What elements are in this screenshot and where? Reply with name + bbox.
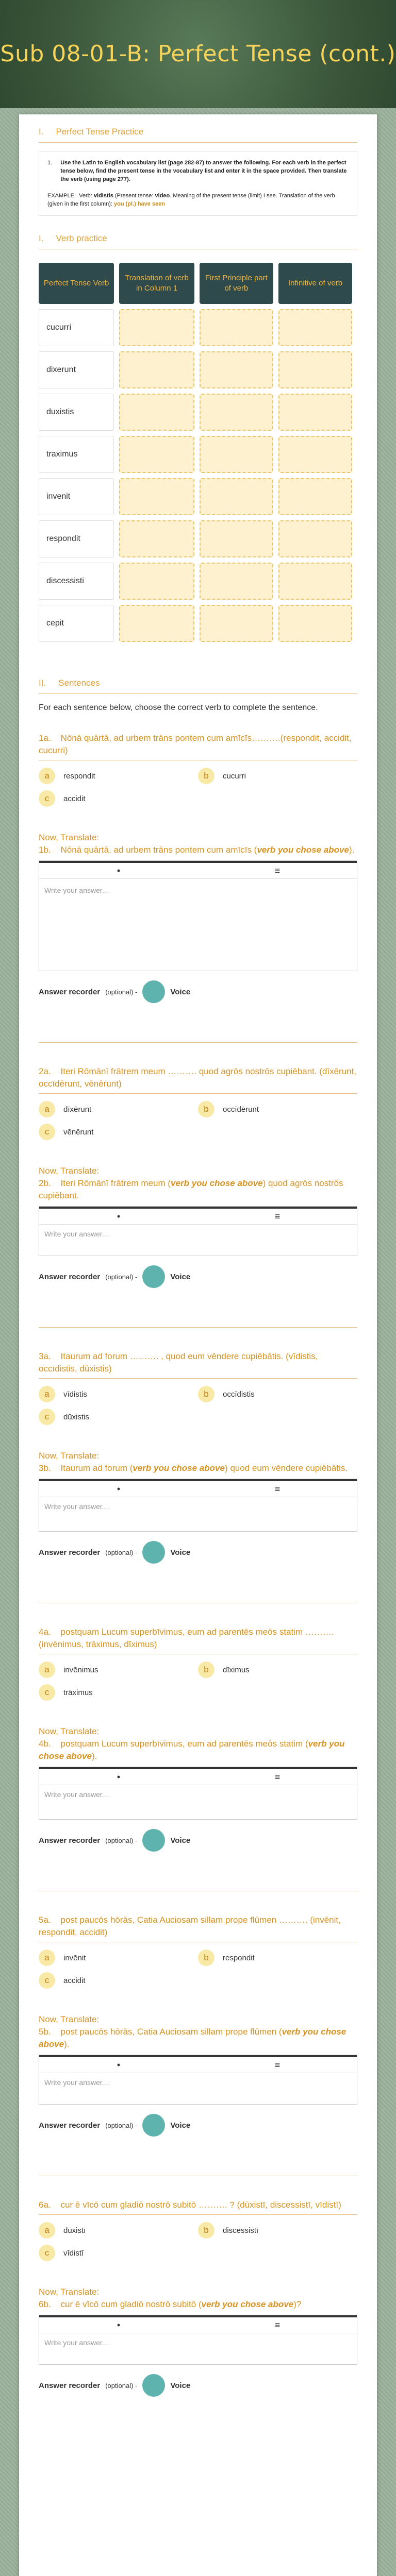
answer-drop-zone[interactable] [119, 309, 194, 346]
recorder-optional: (optional) - [105, 1836, 138, 1844]
section-divider [39, 693, 357, 694]
translate-text: ). [92, 1751, 97, 1761]
option-label: dūxistī [63, 2226, 86, 2235]
section-number: I. [39, 233, 44, 243]
translate-label: Now, Translate: [39, 833, 100, 842]
option-letter-badge: c [39, 1684, 55, 1701]
question-text: Nōnā quārtā, ad urbem trāns pontem cum amīcīs……….(respondit, accidit, cucurri) [39, 733, 352, 755]
numbered-list-button[interactable]: ≡ [274, 2060, 280, 2070]
option-letter-badge: a [39, 1386, 55, 1402]
option-label: discessistī [223, 2226, 259, 2235]
table-row [39, 436, 352, 473]
microphone-icon[interactable] [142, 1265, 165, 1288]
question-divider [39, 1327, 357, 1328]
answer-option[interactable] [39, 1950, 198, 1966]
translate-hint: verb you chose above [171, 1178, 263, 1188]
table-header: Perfect Tense Verb [39, 263, 114, 304]
option-label: invēnit [63, 1953, 86, 1962]
answer-drop-zone[interactable] [278, 394, 352, 431]
option-label: invēnimus [63, 1665, 98, 1674]
translate-prompt [39, 1725, 357, 1762]
answer-drop-zone[interactable] [200, 351, 273, 388]
section-heading: Sentences [58, 678, 100, 688]
answer-option[interactable] [39, 790, 198, 807]
option-letter-badge: c [39, 1972, 55, 1989]
verb-cell: discessisti [39, 563, 114, 600]
instructions-box [39, 151, 357, 216]
section-heading: Verb practice [56, 233, 107, 243]
option-letter-badge: b [198, 1101, 214, 1117]
question-number: 4a. [39, 1627, 51, 1637]
option-label: trāximus [63, 1688, 93, 1697]
verb-cell: dixerunt [39, 351, 114, 388]
answer-textarea[interactable]: Write your answer.... [39, 878, 357, 971]
option-label: respondit [63, 771, 95, 781]
example-part: . Meaning of the present tense (limit) I see. Translation of the verb (given in the first column): [47, 193, 335, 207]
option-letter-badge: c [39, 790, 55, 807]
question-stem [39, 1065, 357, 1090]
option-letter-badge: a [39, 1101, 55, 1117]
option-label: respondit [223, 1953, 255, 1962]
sentence-instructions: For each sentence below, choose the correct verb to complete the sentence. [39, 703, 318, 712]
question-block [39, 2176, 357, 2421]
answer-options [39, 1950, 357, 1989]
question-stem [39, 1626, 357, 1651]
question-number: 1b. [39, 845, 51, 855]
table-row [39, 605, 352, 642]
example-part: Verb: [79, 193, 92, 199]
question-text: Iteri Rōmānī frātrem meum ………. quod agrōs nostrōs cupiēbant. (dīxērunt, occīdērunt, vēnērunt) [39, 1066, 357, 1089]
answer-textarea[interactable]: Write your answer.... [39, 1497, 357, 1531]
voice-button[interactable]: Voice [170, 1272, 191, 1281]
numbered-list-button[interactable]: ≡ [274, 2320, 280, 2330]
answer-textarea[interactable]: Write your answer.... [39, 2073, 357, 2104]
section-number: I. [39, 127, 44, 137]
answer-option[interactable] [39, 768, 198, 784]
translate-label: Now, Translate: [39, 1451, 100, 1461]
section-title [39, 233, 357, 244]
option-label: cucurri [223, 771, 246, 781]
question-number: 6b. [39, 2299, 51, 2309]
translate-prompt [39, 1450, 357, 1475]
question-block [39, 1042, 357, 1313]
answer-drop-zone[interactable] [200, 605, 273, 642]
editor-toolbar [39, 1479, 357, 1497]
table-header: Translation of verb in Column 1 [119, 263, 194, 304]
microphone-icon[interactable] [142, 2114, 165, 2137]
question-number: 1a. [39, 733, 51, 743]
question-number: 5a. [39, 1915, 51, 1925]
answer-textarea[interactable]: Write your answer.... [39, 2333, 357, 2364]
answer-editor [39, 2315, 357, 2365]
answer-option[interactable] [198, 1101, 357, 1117]
translate-text: ) quod eum vēndere cupiēbātis. [224, 1463, 348, 1473]
answer-option[interactable] [198, 1950, 357, 1966]
question-number: 5b. [39, 2027, 51, 2037]
translate-label: Now, Translate: [39, 2287, 100, 2297]
verb-table [34, 258, 357, 647]
question-block [39, 732, 357, 1028]
option-label: accidit [63, 1976, 86, 1985]
question-divider [39, 1093, 357, 1094]
question-stem [39, 1350, 357, 1375]
translate-text: Nōnā quārtā, ad urbem trāns pontem cum amīcīs ( [60, 845, 257, 855]
recorder-label: Answer recorder [39, 2121, 101, 2130]
option-label: occīdērunt [223, 1105, 259, 1114]
answer-option[interactable] [39, 1124, 198, 1140]
editor-toolbar [39, 2055, 357, 2073]
instruction-number: 1. [47, 160, 53, 166]
numbered-list-button[interactable]: ≡ [274, 1772, 280, 1782]
translate-label: Now, Translate: [39, 1166, 100, 1176]
numbered-list-button[interactable]: ≡ [274, 1211, 280, 1222]
translate-text: ) quod agrōs nostrōs cupiēbant. [39, 1178, 343, 1200]
answer-drop-zone[interactable] [119, 436, 194, 473]
translate-text: postquam Lucum superbīvimus, eum ad parentēs meōs statim ( [60, 1739, 308, 1749]
translate-text: cur ē vīcō cum gladiō nostrō subitō ( [60, 2299, 202, 2309]
recorder-label: Answer recorder [39, 987, 101, 996]
translate-prompt [39, 1165, 357, 1202]
answer-editor [39, 1479, 357, 1532]
answer-recorder [39, 2374, 357, 2397]
numbered-list-button[interactable]: ≡ [274, 866, 280, 876]
verb-cell: cucurri [39, 309, 114, 346]
option-label: vīdistis [63, 1389, 87, 1399]
question-stem [39, 1914, 357, 1939]
answer-recorder [39, 1541, 357, 1564]
answer-option[interactable] [198, 768, 357, 784]
option-letter-badge: c [39, 1409, 55, 1425]
answer-drop-zone[interactable] [200, 478, 273, 515]
question-stem [39, 2199, 357, 2211]
option-letter-badge: b [198, 1386, 214, 1402]
verb-cell: duxistis [39, 394, 114, 431]
bullet-list-button[interactable]: • [117, 2320, 121, 2330]
microphone-icon[interactable] [142, 1541, 165, 1564]
option-letter-badge: b [198, 768, 214, 784]
answer-options [39, 1101, 357, 1140]
answer-drop-zone[interactable] [278, 351, 352, 388]
table-row [39, 520, 352, 557]
question-divider [39, 1378, 357, 1379]
question-number: 2b. [39, 1178, 51, 1188]
option-letter-badge: a [39, 2222, 55, 2239]
answer-recorder [39, 2114, 357, 2137]
answer-drop-zone[interactable] [200, 394, 273, 431]
verb-cell: invenit [39, 478, 114, 515]
option-letter-badge: b [198, 1662, 214, 1678]
table-header: Infinitive of verb [278, 263, 352, 304]
option-label: vīdistī [63, 2248, 84, 2258]
voice-button[interactable]: Voice [170, 1836, 191, 1845]
recorder-label: Answer recorder [39, 1548, 101, 1557]
question-stem [39, 732, 357, 757]
answer-option[interactable] [39, 1972, 198, 1989]
example-verb: vidistis [93, 193, 113, 199]
question-text: post paucōs hōrās, Catia Auciosam sillam prope flūmen ………. (invēnit, respondit, accidit) [39, 1915, 341, 1937]
option-label: accidit [63, 794, 86, 803]
recorder-optional: (optional) - [105, 988, 138, 996]
translate-label: Now, Translate: [39, 2014, 100, 2024]
recorder-optional: (optional) - [105, 1273, 138, 1281]
verb-cell: cepit [39, 605, 114, 642]
answer-editor [39, 860, 357, 971]
bullet-list-button[interactable]: • [117, 866, 121, 876]
worksheet-paper [19, 114, 377, 2576]
section-number: II. [39, 678, 46, 688]
answer-recorder [39, 980, 357, 1003]
answer-drop-zone[interactable] [278, 563, 352, 600]
answer-drop-zone[interactable] [119, 351, 194, 388]
bullet-list-button[interactable]: • [117, 2060, 121, 2070]
question-number: 2a. [39, 1066, 51, 1076]
answer-drop-zone[interactable] [278, 605, 352, 642]
verb-cell: traximus [39, 436, 114, 473]
answer-drop-zone[interactable] [200, 309, 273, 346]
answer-drop-zone[interactable] [278, 520, 352, 557]
answer-drop-zone[interactable] [119, 563, 194, 600]
answer-recorder [39, 1829, 357, 1852]
voice-button[interactable]: Voice [170, 2381, 191, 2390]
answer-option[interactable] [39, 1662, 198, 1678]
question-number: 4b. [39, 1739, 51, 1749]
answer-drop-zone[interactable] [200, 520, 273, 557]
instruction-text: Use the Latin to English vocabulary list (page 282-87) to answer the following. For each verb in the perfect tense below, find the present tense in the vocabulary list and enter it in the space provided. Then translate the verb (using page 277). [60, 160, 347, 182]
question-block [39, 1891, 357, 2161]
question-number: 3b. [39, 1463, 51, 1473]
editor-toolbar [39, 861, 357, 878]
verb-cell: respondit [39, 520, 114, 557]
answer-options [39, 1386, 357, 1425]
question-number: 3a. [39, 1351, 51, 1361]
table-row [39, 394, 352, 431]
answer-drop-zone[interactable] [119, 520, 194, 557]
microphone-icon[interactable] [142, 980, 165, 1003]
option-letter-badge: a [39, 1662, 55, 1678]
option-letter-badge: b [198, 2222, 214, 2239]
translate-text: post paucōs hōrās, Catia Auciosam sillam prope flūmen ( [60, 2027, 282, 2037]
answer-editor [39, 2055, 357, 2105]
example-translation: you (pl.) have seen [114, 201, 166, 207]
microphone-icon[interactable] [142, 1829, 165, 1852]
option-label: occīdistis [223, 1389, 255, 1399]
question-text: cur ē vīcō cum gladiō nostrō subitō ………. ? (dūxistī, discessistī, vīdistī) [60, 2200, 341, 2210]
table-row [39, 478, 352, 515]
translate-text: ). [349, 845, 355, 855]
example-text [47, 192, 349, 208]
editor-toolbar [39, 1767, 357, 1785]
section-title [39, 678, 357, 688]
translate-prompt [39, 832, 357, 856]
translate-text: Iteri Rōmānī frātrem meum ( [60, 1178, 171, 1188]
translate-label: Now, Translate: [39, 1726, 100, 1736]
voice-button[interactable]: Voice [170, 1548, 191, 1557]
question-divider [39, 2214, 357, 2215]
answer-option[interactable] [198, 2222, 357, 2239]
answer-drop-zone[interactable] [278, 309, 352, 346]
answer-textarea[interactable]: Write your answer.... [39, 1785, 357, 1819]
answer-drop-zone[interactable] [200, 563, 273, 600]
answer-option[interactable] [39, 2245, 198, 2261]
option-letter-badge: b [198, 1950, 214, 1966]
voice-button[interactable]: Voice [170, 2121, 191, 2130]
option-letter-badge: a [39, 768, 55, 784]
translate-hint: verb you chose above [201, 2299, 294, 2309]
answer-editor [39, 1767, 357, 1820]
answer-option[interactable] [39, 1684, 198, 1701]
answer-drop-zone[interactable] [119, 605, 194, 642]
translate-prompt [39, 2013, 357, 2050]
answer-drop-zone[interactable] [278, 436, 352, 473]
question-divider [39, 1042, 357, 1043]
numbered-list-button[interactable]: ≡ [274, 1484, 280, 1494]
option-label: dīxērunt [63, 1105, 92, 1114]
section-title [39, 127, 357, 137]
answer-drop-zone[interactable] [119, 478, 194, 515]
answer-drop-zone[interactable] [200, 436, 273, 473]
answer-option[interactable] [39, 2222, 198, 2239]
page-title: Sub 08-01-B: Perfect Tense (cont.) [0, 41, 396, 67]
table-row [39, 351, 352, 388]
question-number: 6a. [39, 2200, 51, 2210]
answer-option[interactable] [39, 1409, 198, 1425]
question-list [39, 732, 357, 2421]
microphone-icon[interactable] [142, 2374, 165, 2397]
section-heading: Perfect Tense Practice [56, 127, 144, 137]
table-row [39, 309, 352, 346]
translate-text: )? [293, 2299, 302, 2309]
recorder-label: Answer recorder [39, 1836, 101, 1845]
translate-hint: verb you chose above [133, 1463, 225, 1473]
example-part: (Present tense: [114, 193, 154, 199]
answer-editor [39, 1206, 357, 1256]
recorder-optional: (optional) - [105, 2381, 138, 2389]
editor-toolbar [39, 1207, 357, 1224]
question-block [39, 1603, 357, 1876]
option-letter-badge: c [39, 1124, 55, 1140]
recorder-optional: (optional) - [105, 2121, 138, 2129]
translate-prompt [39, 2286, 357, 2311]
answer-options [39, 768, 357, 807]
option-letter-badge: c [39, 2245, 55, 2261]
question-text: Itaurum ad forum ………. , quod eum vēndere cupiēbātis. (vīdistis, occīdistis, dūxistis) [39, 1351, 318, 1374]
question-block [39, 1327, 357, 1588]
translate-text: ). [64, 2039, 70, 2049]
option-label: vēnērunt [63, 1127, 94, 1137]
recorder-optional: (optional) - [105, 1548, 138, 1556]
answer-recorder [39, 1265, 357, 1288]
question-text: postquam Lucum superbīvimus, eum ad parentēs meōs statim ………. (invēnimus, trāximus, dīximus) [39, 1627, 334, 1649]
translate-hint: verb you chose above [39, 1739, 345, 1761]
translate-hint: verb you chose above [39, 2027, 346, 2049]
translate-hint: verb you chose above [257, 845, 349, 855]
answer-drop-zone[interactable] [278, 478, 352, 515]
translate-text: Itaurum ad forum ( [60, 1463, 133, 1473]
worksheet-header [0, 0, 396, 108]
example-label: EXAMPLE: [47, 193, 76, 199]
bullet-list-button[interactable]: • [117, 1211, 121, 1222]
bullet-list-button[interactable]: • [117, 1772, 121, 1782]
answer-option[interactable] [198, 1662, 357, 1678]
recorder-label: Answer recorder [39, 1272, 101, 1281]
answer-options [39, 1662, 357, 1701]
answer-drop-zone[interactable] [119, 394, 194, 431]
option-label: dūxistis [63, 1412, 90, 1421]
editor-toolbar [39, 2315, 357, 2333]
table-header: First Principle part of verb [200, 263, 273, 304]
answer-option[interactable] [39, 1101, 198, 1117]
answer-textarea[interactable]: Write your answer.... [39, 1224, 357, 1256]
answer-option[interactable] [198, 1386, 357, 1402]
option-letter-badge: a [39, 1950, 55, 1966]
answer-option[interactable] [39, 1386, 198, 1402]
option-label: dīximus [223, 1665, 250, 1674]
recorder-label: Answer recorder [39, 2381, 101, 2390]
table-row [39, 563, 352, 600]
voice-button[interactable]: Voice [170, 987, 191, 996]
section-divider [39, 142, 357, 143]
answer-options [39, 2222, 357, 2261]
bullet-list-button[interactable]: • [117, 1484, 121, 1494]
example-present: video [155, 193, 170, 199]
